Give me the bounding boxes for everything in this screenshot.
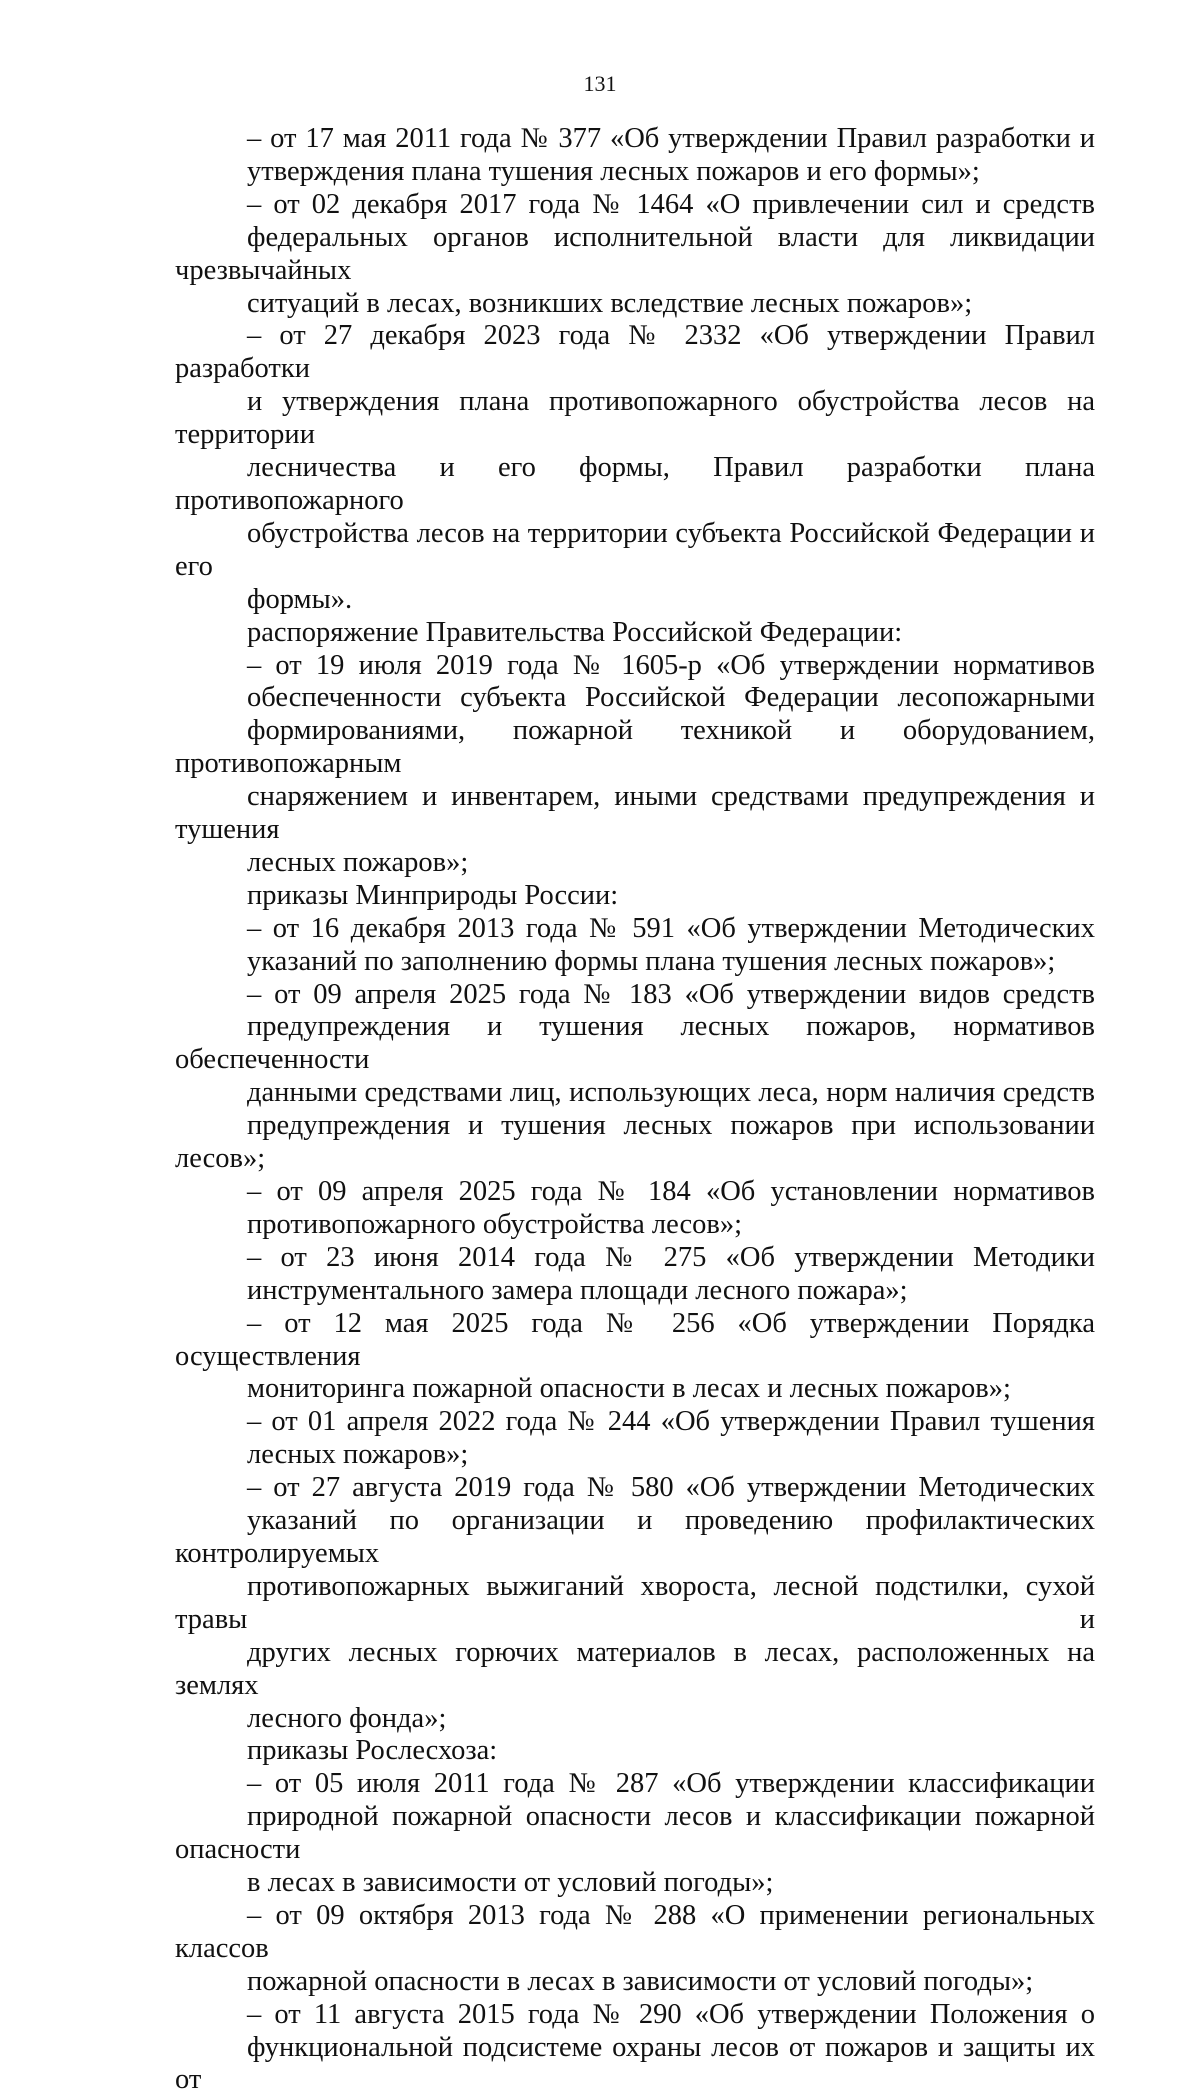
text-line: – от 27 декабря 2023 года № 2332 «Об утверждении Правил разработки	[175, 320, 1095, 385]
text-line: противопожарного обустройства лесов»;	[247, 1208, 743, 1240]
text-line: предупреждения и тушения лесных пожаров, нормативов обеспеченности	[175, 1011, 1095, 1076]
text-line: – от 05 июля 2011 года № 287 «Об утверждении классификации	[247, 1768, 1095, 1800]
text-line: и утверждения плана противопожарного обустройства лесов на территории	[175, 386, 1095, 451]
text-line: формированиями, пожарной техникой и оборудованием, противопожарным	[175, 715, 1095, 780]
text-line: ситуаций в лесах, возникших вследствие лесных пожаров»;	[247, 287, 973, 319]
list-item	[175, 1999, 1095, 2097]
text-line: формы».	[247, 583, 353, 615]
list-item	[175, 1768, 1095, 1900]
text-line: – от 23 июня 2014 года № 275 «Об утверждении Методики	[247, 1241, 1095, 1273]
list-item	[175, 1242, 1095, 1308]
text-line: мониторинга пожарной опасности в лесах и лесных пожаров»;	[247, 1373, 1011, 1405]
list-item	[175, 123, 1095, 189]
text-line: лесного фонда»;	[247, 1702, 447, 1734]
text-line: – от 09 октября 2013 года № 288 «О применении региональных классов	[175, 1899, 1095, 1964]
text-line: в лесах в зависимости от условий погоды»;	[247, 1867, 774, 1899]
text-line: пожарной опасности в лесах в зависимости от условий погоды»;	[247, 1965, 1034, 1997]
text-line: – от 17 мая 2011 года № 377 «Об утверждении Правил разработки и	[247, 123, 1095, 154]
text-line: – от 01 апреля 2022 года № 244 «Об утверждении Правил тушения	[247, 1406, 1095, 1438]
list-item	[175, 979, 1095, 1176]
list-item	[175, 913, 1095, 979]
list-item	[175, 1900, 1095, 1999]
text-line: распоряжение Правительства Российской Федерации:	[247, 616, 903, 648]
text-line: предупреждения и тушения лесных пожаров при использовании лесов»;	[175, 1110, 1095, 1175]
list-item	[175, 189, 1095, 321]
text-line: противопожарных выжиганий хвороста, лесной подстилки, сухой травы и	[175, 1570, 1095, 1635]
text-line: – от 19 июля 2019 года № 1605-р «Об утверждении нормативов	[247, 649, 1095, 681]
document-body	[175, 123, 1095, 2097]
list-item	[175, 320, 1095, 616]
text-line: инструментального замера площади лесного пожара»;	[247, 1274, 908, 1306]
text-line: – от 11 августа 2015 года № 290 «Об утверждении Положения о	[247, 1998, 1095, 2030]
text-line: снаряжением и инвентарем, иными средствами предупреждения и тушения	[175, 781, 1095, 846]
text-line: – от 09 апреля 2025 года № 184 «Об установлении нормативов	[247, 1176, 1095, 1207]
text-line: федеральных органов исполнительной власти для ликвидации чрезвычайных	[175, 221, 1095, 286]
text-line: приказы Минприроды России:	[247, 879, 619, 911]
text-line: обустройства лесов на территории субъекта Российской Федерации и его	[175, 517, 1095, 582]
text-line: указаний по заполнению формы плана тушения лесных пожаров»;	[247, 945, 1056, 977]
list-item	[175, 1472, 1095, 1735]
page-number: 131	[583, 71, 617, 96]
text-line: лесных пожаров»;	[247, 846, 469, 878]
list-item	[175, 650, 1095, 880]
text-line: указаний по организации и проведению профилактических контролируемых	[175, 1505, 1095, 1569]
text-line: приказы Рослесхоза:	[247, 1735, 498, 1767]
text-line: лесничества и его формы, Правил разработки плана противопожарного	[175, 452, 1095, 516]
text-line: лесных пожаров»;	[247, 1439, 469, 1471]
text-line: данными средствами лиц, использующих леса, норм наличия средств	[247, 1077, 1095, 1109]
section-heading	[175, 880, 1095, 913]
list-item	[175, 1406, 1095, 1472]
text-line: обеспеченности субъекта Российской Федерации лесопожарными	[247, 682, 1095, 714]
text-line: природной пожарной опасности лесов и классификации пожарной опасности	[175, 1801, 1095, 1866]
text-line: – от 27 августа 2019 года № 580 «Об утверждении Методических	[247, 1472, 1095, 1504]
list-item	[175, 1176, 1095, 1242]
text-line: – от 02 декабря 2017 года № 1464 «О привлечении сил и средств	[247, 188, 1095, 220]
section-heading	[175, 1735, 1095, 1768]
text-line: других лесных горючих материалов в лесах, расположенных на землях	[175, 1636, 1095, 1701]
text-line: утверждения плана тушения лесных пожаров и его формы»;	[247, 155, 980, 187]
text-line: – от 16 декабря 2013 года № 591 «Об утверждении Методических	[247, 912, 1095, 944]
section-heading	[175, 617, 1095, 650]
list-item	[175, 1308, 1095, 1407]
text-line: – от 09 апреля 2025 года № 183 «Об утверждении видов средств	[247, 978, 1095, 1010]
text-line: – от 12 мая 2025 года № 256 «Об утверждении Порядка осуществления	[175, 1307, 1095, 1372]
text-line: функциональной подсистеме охраны лесов от пожаров и защиты их от	[175, 2031, 1095, 2096]
